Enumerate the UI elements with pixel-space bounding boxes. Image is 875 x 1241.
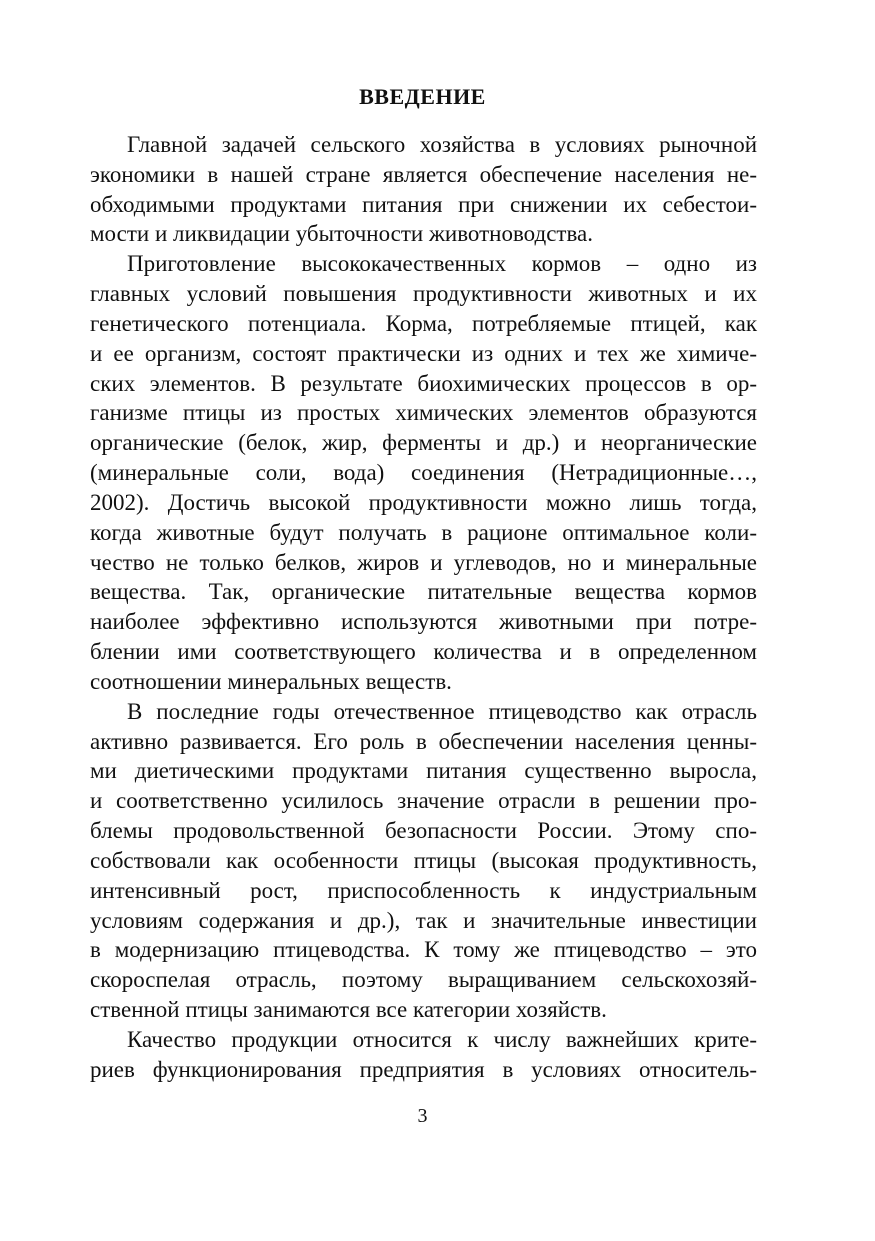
text-line: блении ими соответствующего количества и в определенном xyxy=(90,639,757,665)
text-line: соотношении минеральных веществ. xyxy=(90,668,452,694)
text-line: условиям содержания и др.), так и значительные инвестиции xyxy=(90,907,757,933)
text-line: вещества. Так, органические питательные вещества кормов xyxy=(90,579,757,605)
text-line: ских элементов. В результате биохимических процессов в ор- xyxy=(90,370,757,396)
text-line: В последние годы отечественное птицеводство как отрасль xyxy=(127,698,757,724)
text-line: скороспелая отрасль, поэтому выращиванием сельскохозяй- xyxy=(90,967,757,993)
section-heading: ВВЕДЕНИЕ xyxy=(359,84,486,109)
text-line: и ее организм, состоят практически из одних и тех же химиче- xyxy=(90,340,757,366)
text-line: ственной птицы занимаются все категории хозяйств. xyxy=(90,997,607,1023)
text-line: блемы продовольственной безопасности России. Этому спо- xyxy=(90,818,757,844)
text-line: Приготовление высококачественных кормов – одно из xyxy=(127,251,757,277)
text-line: генетического потенциала. Корма, потребляемые птицей, как xyxy=(90,310,757,336)
body-text xyxy=(90,130,757,1085)
text-line: когда животные будут получать в рационе оптимальное коли- xyxy=(90,519,757,545)
text-line: активно развивается. Его роль в обеспечении населения ценны- xyxy=(90,728,757,754)
text-line: Качество продукции относится к числу важнейших крите- xyxy=(127,1026,757,1052)
text-line: интенсивный рост, приспособленность к индустриальным xyxy=(90,877,757,903)
text-line: наиболее эффективно используются животными при потре- xyxy=(90,609,757,635)
text-line: 2002). Достичь высокой продуктивности можно лишь тогда, xyxy=(90,489,757,515)
text-line: Главной задачей сельского хозяйства в условиях рыночной xyxy=(127,132,757,157)
text-line: мости и ликвидации убыточности животноводства. xyxy=(90,221,593,247)
text-line: и соответственно усилилось значение отрасли в решении про- xyxy=(90,788,757,814)
text-line: чество не только белков, жиров и углеводов, но и минеральные xyxy=(90,549,757,575)
text-line: в модернизацию птицеводства. К тому же птицеводство – это xyxy=(90,937,757,963)
text-line: риев функционирования предприятия в условиях относитель- xyxy=(90,1056,757,1082)
text-line: главных условий повышения продуктивности животных и их xyxy=(90,281,757,307)
page-number: 3 xyxy=(417,1105,428,1127)
text-line: ми диетическими продуктами питания существенно выросла, xyxy=(90,758,757,784)
text-line: собствовали как особенности птицы (высокая продуктивность, xyxy=(90,847,757,873)
text-line: обходимыми продуктами питания при снижении их себестои- xyxy=(90,191,757,217)
text-line: ганизме птицы из простых химических элементов образуются xyxy=(90,400,757,426)
text-line: органические (белок, жир, ферменты и др.) и неорганические xyxy=(90,430,757,456)
text-line: экономики в нашей стране является обеспечение населения не- xyxy=(90,161,757,187)
text-line: (минеральные соли, вода) соединения (Нетрадиционные…, xyxy=(90,460,757,486)
